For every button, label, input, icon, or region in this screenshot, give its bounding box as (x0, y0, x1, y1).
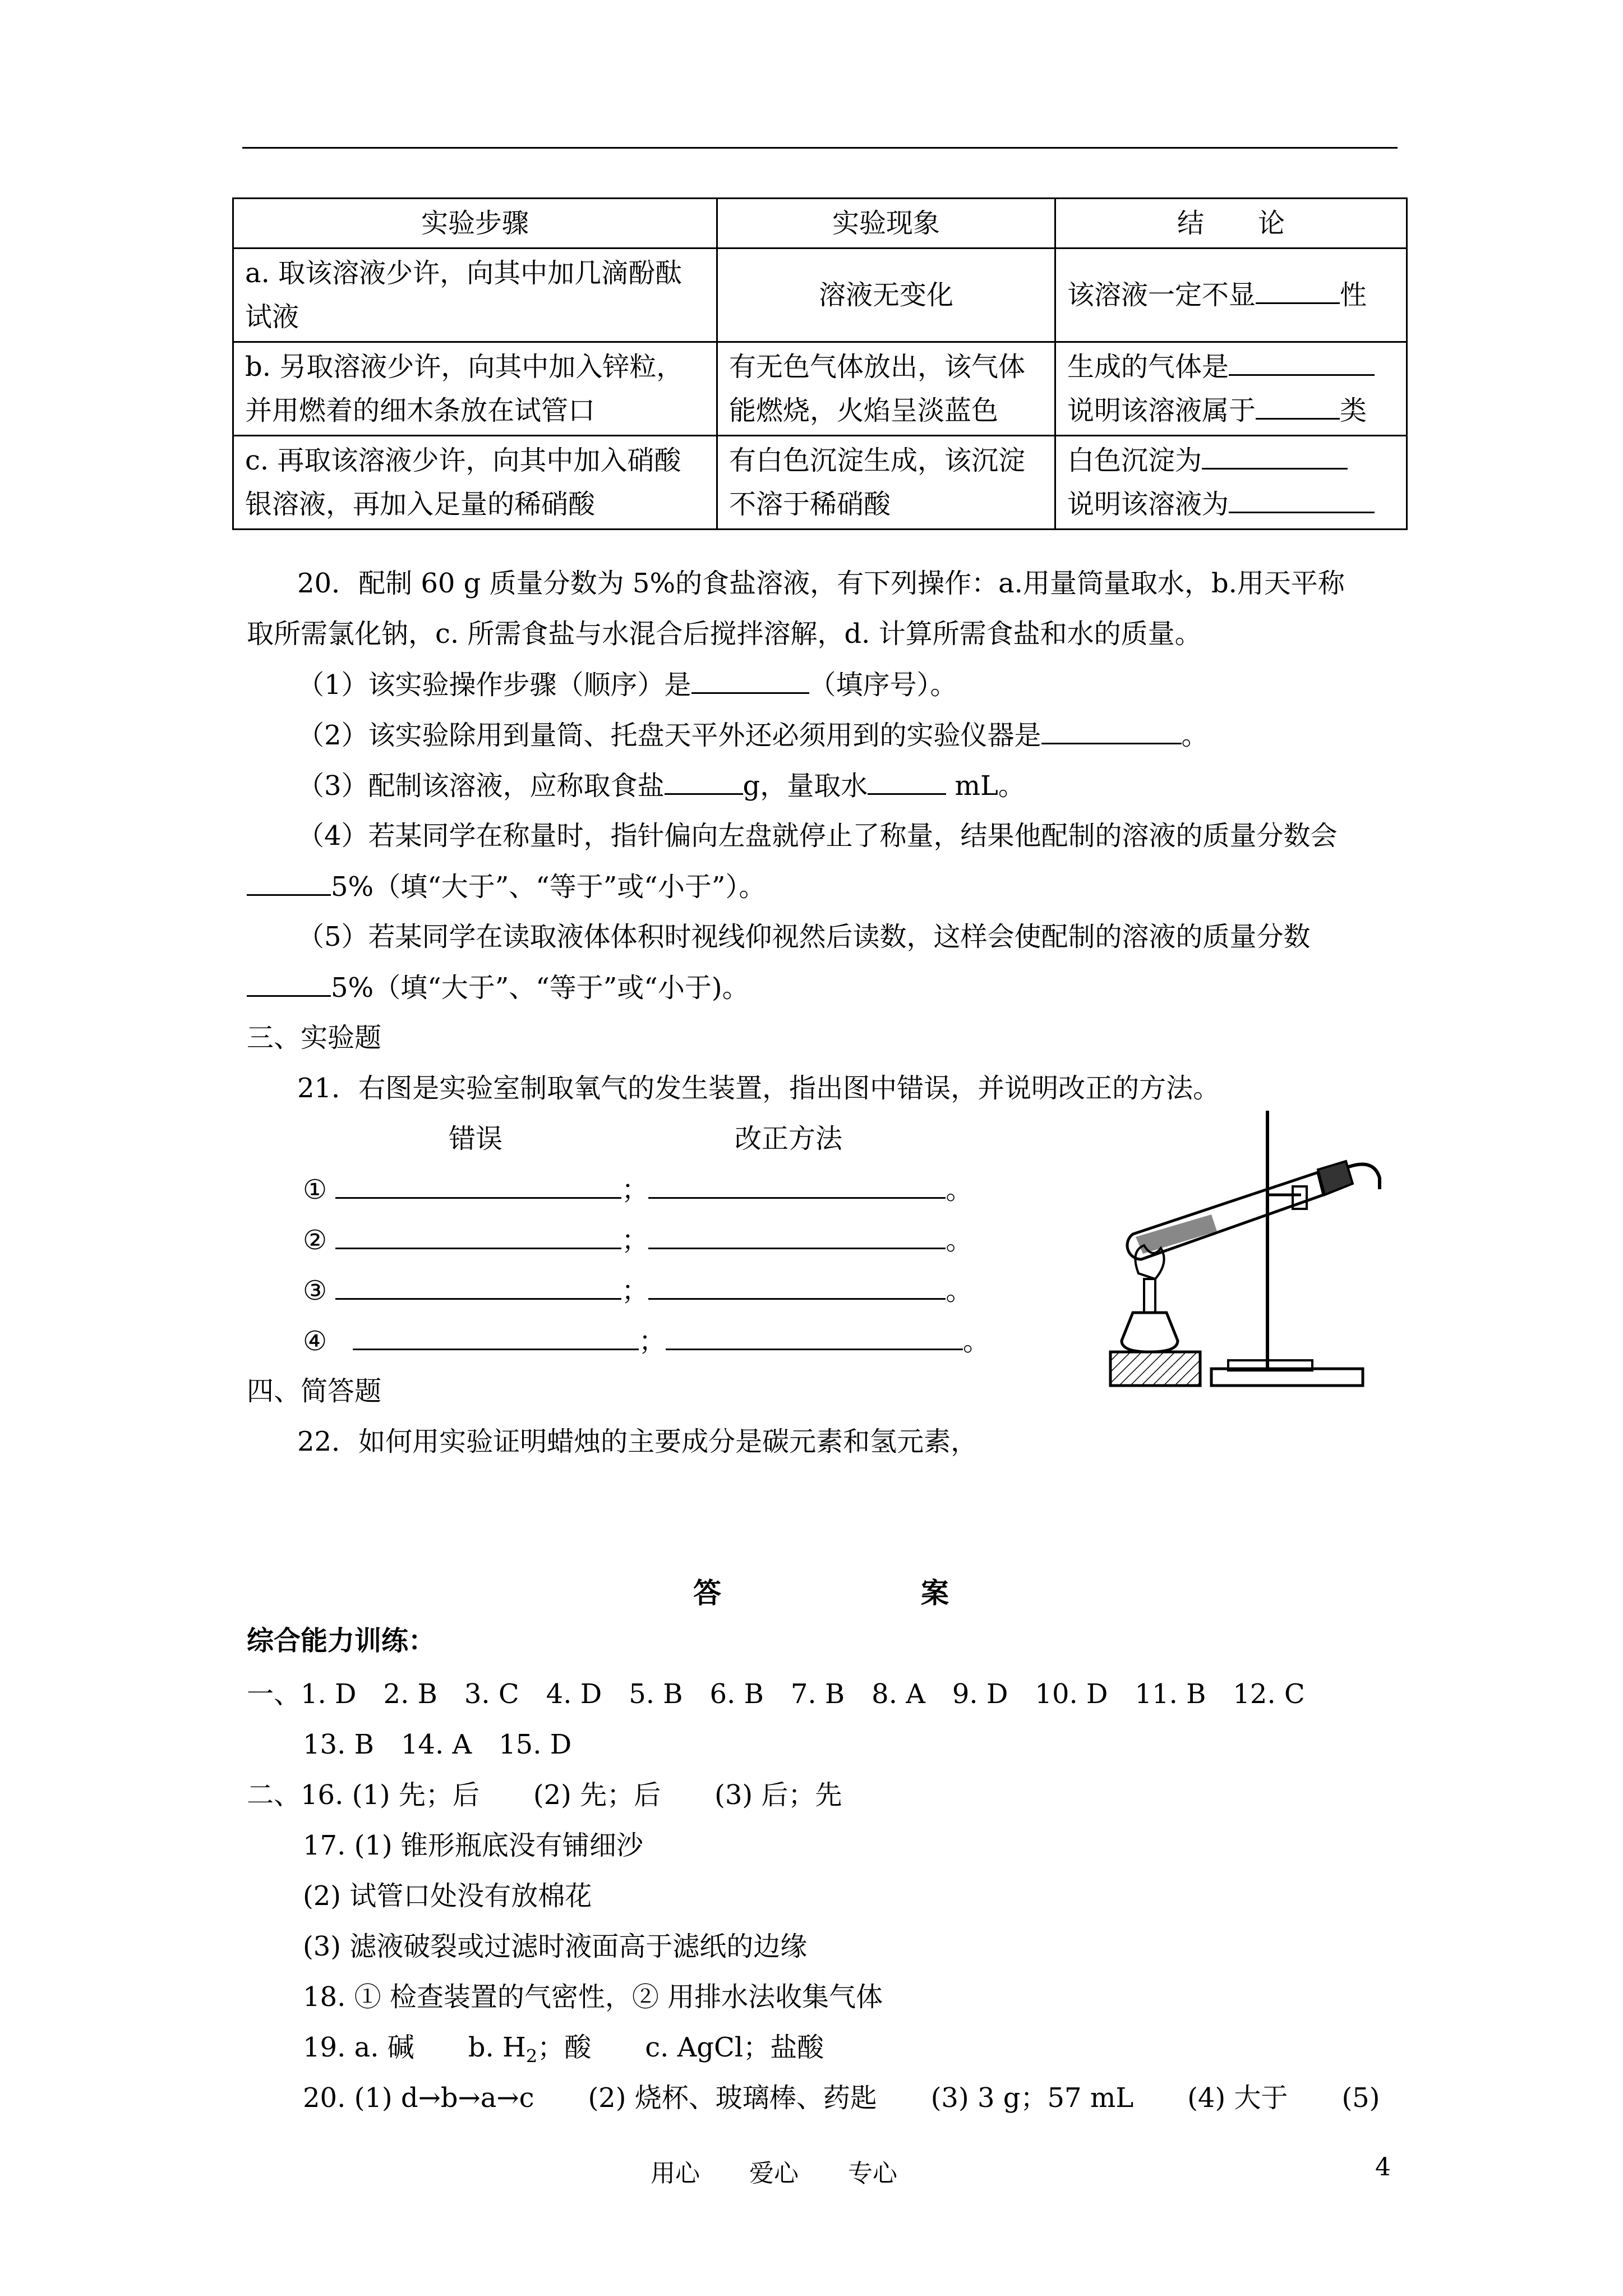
q20-intro-2: 取所需氯化钠，c. 所需食盐与水混合后搅拌溶解，d. 计算所需食盐和水的质量。 (247, 618, 1202, 650)
conclusion-text: 白色沉淀为 (1067, 445, 1202, 476)
header-conclusion: 结 论 (1055, 199, 1407, 249)
error-blank[interactable] (335, 1273, 621, 1300)
item-number: ① (303, 1174, 328, 1205)
answer-line: 20. (1) d→b→a→c (2) 烧杯、玻璃棒、药匙 (3) 3 g；57 mL (4) 大于 (5) (303, 2082, 1380, 2114)
section-heading: 四、简答题 (247, 1375, 382, 1407)
q21-text: 21．右图是实验室制取氧气的发生装置，指出图中错误，并说明改正的方法。 (297, 1073, 1220, 1104)
answer-line: 18. ① 检查装置的气密性，② 用排水法收集气体 (303, 1981, 883, 2013)
answer-line: 17. (1) 锥形瓶底没有铺细沙 (303, 1830, 643, 1861)
experiment-table (232, 197, 1408, 530)
stopper (1318, 1161, 1353, 1195)
q21-item-4 (303, 1324, 990, 1358)
footer-motto: 用心 爱心 专心 (651, 2159, 897, 2188)
q21-item-1 (303, 1172, 972, 1207)
question-text: 。 (1181, 720, 1209, 751)
answer-text: ；酸 c. AgCl；盐酸 (537, 2032, 824, 2063)
phenomenon-cell: 溶液无变化 (717, 249, 1055, 342)
question-text: 5%（填“大于”、“等于”或“小于)。 (331, 972, 749, 1004)
answer-line: 一、1. D 2. B 3. C 4. D 5. B 6. B 7. B 8. A 9. D 10. D 11. B 12. C (247, 1678, 1305, 1710)
question-text: 5%（填“大于”、“等于”或“小于”）。 (331, 871, 766, 903)
separator: ； (621, 1174, 649, 1205)
table-row (233, 342, 1407, 436)
table-row (233, 436, 1407, 530)
answer-heading: 综合能力训练： (247, 1625, 436, 1657)
question-text: mL。 (946, 770, 1025, 802)
header-steps: 实验步骤 (233, 199, 717, 249)
fix-blank[interactable] (648, 1223, 946, 1249)
conclusion-text: 生成的气体是 (1067, 351, 1229, 383)
header-phenomenon: 实验现象 (717, 199, 1055, 249)
answer-blank[interactable] (1256, 280, 1340, 304)
separator: ； (621, 1275, 649, 1306)
answer-line: (3) 滤液破裂或过滤时液面高于滤纸的边缘 (303, 1931, 808, 1962)
answer-line: 二、16. (1) 先；后 (2) 先；后 (3) 后；先 (247, 1779, 842, 1811)
question-text: （填序号）。 (809, 669, 957, 701)
q20-part-5-line2 (247, 970, 749, 1005)
answer-line: (2) 试管口处没有放棉花 (303, 1880, 592, 1912)
question-text: （2）该实验除用到量筒、托盘天平外还必须用到的实验仪器是 (297, 720, 1041, 751)
header-rule (242, 147, 1398, 149)
fix-blank[interactable] (648, 1172, 946, 1199)
end-mark: 。 (946, 1174, 973, 1205)
conclusion-cell (1055, 342, 1407, 436)
phenomenon-cell: 有无色气体放出，该气体能燃烧，火焰呈淡蓝色 (717, 342, 1055, 436)
q21-col-error: 错误 (449, 1123, 503, 1154)
answer-blank[interactable] (1229, 489, 1375, 513)
step-cell: b. 另取溶液少许，向其中加入锌粒，并用燃着的细木条放在试管口 (233, 342, 717, 436)
item-number: ② (303, 1225, 328, 1256)
oxygen-apparatus-diagram (1099, 1105, 1413, 1397)
item-number: ③ (303, 1275, 328, 1306)
error-blank[interactable] (353, 1324, 639, 1350)
conclusion-cell (1055, 436, 1407, 530)
q20-part-4-line1: （4）若某同学在称量时，指针偏向左盘就停止了称量，结果他配制的溶液的质量分数会 (297, 820, 1338, 852)
end-mark: 。 (946, 1225, 973, 1256)
question-text: g，量取水 (743, 770, 868, 802)
separator: ； (621, 1225, 649, 1256)
separator: ； (638, 1326, 666, 1357)
page-number: 4 (1375, 2153, 1391, 2182)
fix-blank[interactable] (666, 1324, 963, 1350)
q20-intro-1: 20．配制 60 g 质量分数为 5%的食盐溶液，有下列操作：a.用量筒量取水，b.用天平称 (297, 568, 1345, 599)
lamp-wick (1144, 1279, 1155, 1313)
q20-part-1 (297, 668, 957, 702)
error-blank[interactable] (335, 1172, 621, 1199)
section-heading: 三、实验题 (247, 1022, 382, 1053)
answer-blank[interactable] (691, 668, 809, 694)
error-blank[interactable] (335, 1223, 621, 1249)
conclusion-text: 说明该溶液为 (1067, 489, 1229, 520)
alcohol-lamp (1122, 1313, 1178, 1352)
conclusion-text: 说明该溶液属于 (1067, 395, 1256, 426)
answer-text: 19. a. 碱 b. H (303, 2032, 526, 2063)
answer-blank[interactable] (1229, 352, 1375, 376)
subscript: 2 (525, 2045, 538, 2067)
answer-blank[interactable] (1256, 395, 1340, 420)
step-cell: a. 取该溶液少许，向其中加几滴酚酞试液 (233, 249, 717, 342)
end-mark: 。 (946, 1275, 973, 1306)
q21-item-3 (303, 1273, 972, 1308)
question-text: （1）该实验操作步骤（顺序）是 (297, 669, 691, 701)
step-cell: c. 再取该溶液少许，向其中加入硝酸银溶液，再加入足量的稀硝酸 (233, 436, 717, 530)
end-mark: 。 (962, 1326, 990, 1357)
q21-item-2 (303, 1223, 972, 1257)
table-row (233, 249, 1407, 342)
conclusion-text: 性 (1340, 279, 1367, 311)
q20-part-4-line2 (247, 869, 766, 904)
fix-blank[interactable] (648, 1273, 946, 1300)
answer-title-1: 答 (693, 1576, 721, 1609)
answer-title-2: 案 (921, 1576, 949, 1609)
q20-part-3 (297, 769, 1025, 803)
conclusion-text: 类 (1340, 395, 1367, 426)
answer-line: 13. B 14. A 15. D (303, 1729, 572, 1760)
answer-blank[interactable] (665, 769, 743, 795)
question-text: （3）配制该溶液，应称取食盐 (297, 770, 665, 802)
answer-line (303, 2031, 824, 2073)
item-number: ④ (303, 1326, 328, 1357)
answer-blank[interactable] (868, 769, 946, 795)
delivery-tube (1349, 1165, 1380, 1190)
q21-col-fix: 改正方法 (735, 1123, 843, 1154)
answer-blank[interactable] (1041, 718, 1182, 744)
phenomenon-cell: 有白色沉淀生成，该沉淀不溶于稀硝酸 (717, 436, 1055, 530)
q20-part-5-line1: （5）若某同学在读取液体体积时视线仰视然后读数，这样会使配制的溶液的质量分数 (297, 921, 1311, 953)
answer-blank[interactable] (247, 970, 331, 997)
answer-blank[interactable] (1202, 445, 1348, 470)
q20-part-2 (297, 718, 1209, 752)
q22-text: 22．如何用实验证明蜡烛的主要成分是碳元素和氢元素， (297, 1426, 978, 1457)
conclusion-text: 该溶液一定不显 (1067, 279, 1256, 311)
wooden-block (1110, 1352, 1200, 1386)
answer-blank[interactable] (247, 869, 331, 896)
conclusion-cell (1055, 249, 1407, 342)
